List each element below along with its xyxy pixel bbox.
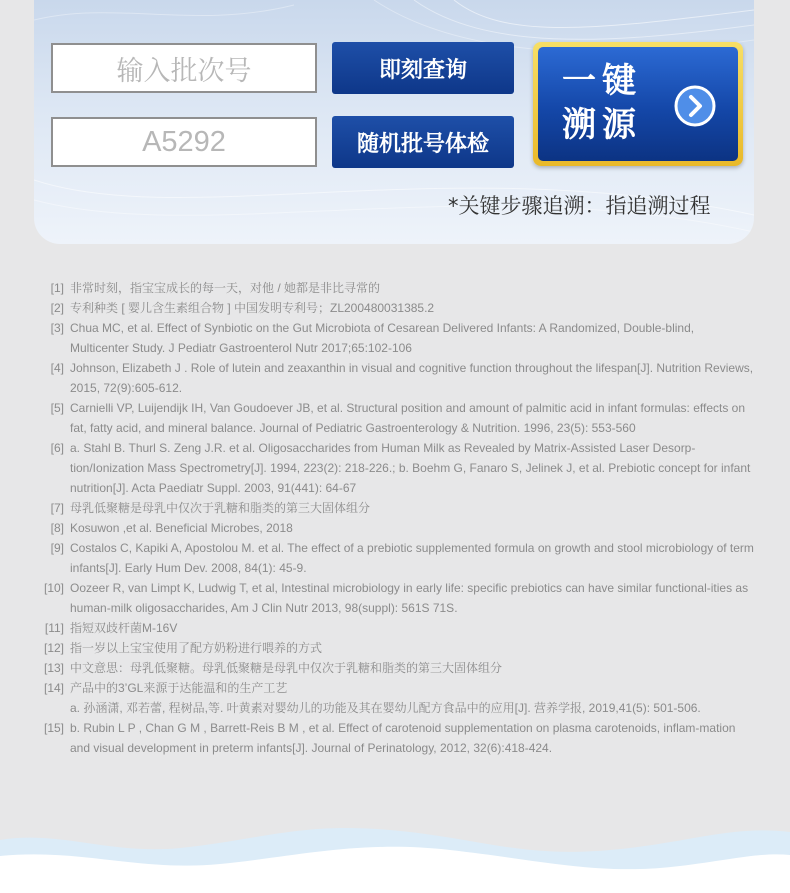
reference-number: [13]	[43, 661, 64, 675]
reference-item	[0, 498, 790, 518]
reference-number: [1]	[50, 281, 64, 295]
reference-number: [15]	[43, 721, 64, 735]
reference-item	[0, 618, 790, 638]
reference-item	[0, 438, 790, 498]
reference-number: [9]	[50, 541, 64, 555]
trace-label-line1: 一键	[562, 61, 642, 101]
reference-text: 专利种类 [ 婴儿含生素组合物 ] 中国发明专利号；ZL200480031385.2	[70, 301, 435, 315]
reference-text: 非常时刻，指宝宝成长的每一天，对他 / 她都是非比寻常的	[70, 281, 381, 295]
reference-number: [10]	[43, 581, 64, 595]
reference-number: [5]	[50, 401, 64, 415]
reference-item	[0, 658, 790, 678]
reference-item	[0, 538, 790, 578]
trace-button-face	[538, 47, 738, 161]
reference-text: Kosuwon ,et al. Beneficial Microbes, 2018	[70, 521, 293, 535]
reference-number: [14]	[43, 681, 64, 695]
reference-item	[0, 718, 790, 758]
reference-text: a. 孙涵潇, 邓若蕾, 程树品,等. 叶黄素对婴幼儿的功能及其在婴幼儿配方食品中的应用[J]. 营养学报, 2019,41(5): 501-506.	[70, 701, 701, 715]
reference-text: b. Rubin L P , Chan G M , Barrett-Reis B M , et al. Effect of carotenoid supplementation on plasma carotenoids, inflam-mation and visual development in preterm infants[J]. Journal of Perinatology, 2012, 32(6):418-424.	[70, 721, 736, 755]
reference-text: 指短双歧杆菌M-16V	[70, 621, 178, 635]
random-batch-check-button[interactable]: 随机批号体检	[332, 116, 514, 168]
reference-item	[0, 398, 790, 438]
trace-label-line2: 溯源	[562, 105, 642, 145]
reference-item	[0, 578, 790, 618]
reference-number: [8]	[50, 521, 64, 535]
reference-number: [12]	[43, 641, 64, 655]
query-now-button[interactable]: 即刻查询	[332, 42, 514, 94]
reference-number: [11]	[44, 621, 64, 635]
reference-item	[0, 638, 790, 658]
reference-number: [7]	[50, 501, 64, 515]
reference-text: Costalos C, Kapiki A, Apostolou M. et al. The effect of a prebiotic supplemented formula on growth and stool microbiology of term infants[J]. Early Hum Dev. 2008, 84(1): 45-9.	[70, 541, 754, 575]
reference-number: [6]	[50, 441, 64, 455]
reference-number: [2]	[50, 301, 64, 315]
reference-item	[0, 358, 790, 398]
reference-text: 产品中的3’GL来源于达能温和的生产工艺	[70, 681, 288, 695]
trace-query-panel	[34, 0, 754, 244]
reference-text: a. Stahl B. Thurl S. Zeng J.R. et al. Oligosaccharides from Human Milk as Revealed by Matrix-Assisted Laser Desorp-tion/Ionization Mass Spectrometry[J]. 1994, 223(2): 218-226.; b. Boehm G, Fanaro S, Jelinek J, et al. Prebiotic concept for infant nutrition[J]. Acta Paediatr Suppl. 2003, 91(441): 64-67	[70, 441, 751, 495]
one-click-trace-button[interactable]	[533, 42, 743, 166]
reference-number: [3]	[50, 321, 64, 335]
sample-batch-field[interactable]: A5292	[51, 117, 317, 167]
reference-item	[0, 318, 790, 358]
trace-step-note: *关键步骤追溯：指追溯过程	[448, 194, 711, 218]
reference-text: Carnielli VP, Luijendijk IH, Van Goudoever JB, et al. Structural position and amount of palmitic acid in infant formulas: effects on fat, fatty acid, and mineral balance. Journal of Pediatric Gastroenterology & Nutrition. 1996, 23(5): 553-560	[70, 401, 746, 435]
reference-item	[0, 518, 790, 538]
references-list	[0, 278, 790, 758]
reference-text: 母乳低聚糖是母乳中仅次于乳糖和脂类的第三大固体组分	[70, 501, 371, 515]
bottom-wave-decoration	[0, 800, 790, 893]
reference-text: Johnson, Elizabeth J . Role of lutein and zeaxanthin in visual and cognitive function throughout the lifespan[J]. Nutrition Reviews, 2015, 72(9):605-612.	[70, 361, 754, 395]
chevron-right-circle-icon	[674, 85, 716, 127]
reference-text: 中文意思：母乳低聚糖。母乳低聚糖是母乳中仅次于乳糖和脂类的第三大固体组分	[70, 661, 503, 675]
reference-item	[0, 298, 790, 318]
reference-number: [4]	[50, 361, 64, 375]
batch-number-input[interactable]: 输入批次号	[51, 43, 317, 93]
reference-item	[0, 278, 790, 298]
reference-item	[0, 678, 790, 698]
reference-item	[0, 698, 790, 718]
reference-text: Oozeer R, van Limpt K, Ludwig T, et al, Intestinal microbiology in early life: specific prebiotics can have similar functional-ities as human-milk oligosaccharides, Am J Clin Nutr 2013, 98(suppl): 561S 71S.	[70, 581, 749, 615]
reference-text: Chua MC, et al. Effect of Synbiotic on the Gut Microbiota of Cesarean Delivered Infants: A Randomized, Double-blind, Multicenter Study. J Pediatr Gastroenterol Nutr 2017;65:102-106	[70, 321, 695, 355]
reference-text: 指一岁以上宝宝使用了配方奶粉进行喂养的方式	[70, 641, 323, 655]
